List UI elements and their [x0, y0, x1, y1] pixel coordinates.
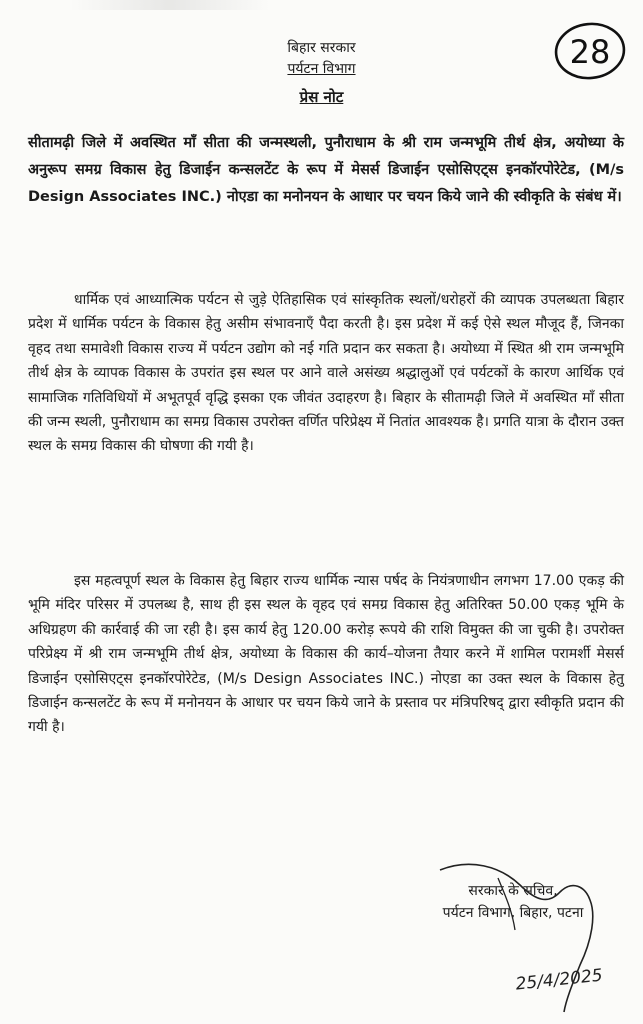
signatory-designation: सरकार के सचिव,	[468, 883, 558, 899]
page-number-text: 28	[569, 33, 611, 71]
press-note-title: प्रेस नोट	[299, 88, 344, 106]
paragraph-2: इस महत्वपूर्ण स्थल के विकास हेतु बिहार राज्य धार्मिक न्यास पर्षद के नियंत्रणाधीन लगभग 17.00 एकड़ की भूमि मंदिर परिसर में उपलब्ध है, साथ ही इस स्थल के वृहद एवं समग्र विकास हेतु अतिरिक्त 50.00 एकड़ भूमि के अधिग्रहण की कार्रवाई की जा रही है। इस कार्य हेतु 120.00 करोड़ रूपये की राशि विमुक्त की जा चुकी है। उपरोक्त परिप्रेक्ष्य में श्री राम जन्मभूमि तीर्थ क्षेत्र, अयोध्या के विकास की कार्य–योजना तैयार करने में शामिल परामर्शी मेसर्स डिजाईन एसोसिएट्स इनकॉरपोरेटेड, (M/s Design Associates INC.) नोएडा का उक्त स्थल के विकास हेतु डिजाईन कन्सलटेंट के रूप में मनोनयन के आधार पर चयन किये जाने के प्रस्ताव पर मंत्रिपरिषद् द्वारा स्वीकृति प्रदान की गयी है।	[28, 573, 624, 736]
signatory-office: पर्यटन विभाग, बिहार, पटना	[442, 905, 584, 921]
government-title: बिहार सरकार	[287, 40, 356, 56]
subject-text: सीतामढ़ी जिले में अवस्थित माँ सीता की जन्मस्थली, पुनौराधाम के श्री राम जन्मभूमि तीर्थ क्षेत्र, अयोध्या के अनुरूप समग्र विकास हेतु डिजाईन कन्सलटेंट के रूप में मेसर्स डिजाईन एसोसिएट्स इनकॉरपोरेटेड, (M/s Design Associates INC.) नोएडा का मनोनयन के आधार पर चयन किये जाने की स्वीकृति के संबंध में।	[28, 135, 624, 205]
scan-artifact	[70, 0, 270, 10]
page-number-mark	[553, 20, 627, 82]
handwritten-date: 25/4/2025	[514, 965, 604, 995]
signature-block	[398, 880, 628, 924]
department-title: पर्यटन विभाग	[287, 61, 356, 77]
paragraph-1: धार्मिक एवं आध्यात्मिक पर्यटन से जुड़े ऐतिहासिक एवं सांस्कृतिक स्थलों/धरोहरों की व्यापक उपलब्धता बिहार प्रदेश में धार्मिक पर्यटन के विकास हेतु असीम संभावनाएँ पैदा करती है। इस प्रदेश में कई ऐसे स्थल मौजूद हैं, जिनका वृहद तथा समावेशी विकास राज्य में पर्यटन उद्योग को नई गति प्रदान कर सकता है। अयोध्या में स्थित श्री राम जन्मभूमि तीर्थ क्षेत्र के व्यापक विकास के उपरांत इस स्थल पर आने वाले असंख्य श्रद्धालुओं एवं पर्यटकों के कारण आर्थिक एवं सामाजिक गतिविधियों में अभूतपूर्व वृद्धि इसका एक जीवंत उदाहरण है। बिहार के सीतामढ़ी जिले में अवस्थित माँ सीता की जन्म स्थली, पुनौराधाम का समग्र विकास उपरोक्त वर्णित परिप्रेक्ष्य में नितांत आवश्यक है। प्रगति यात्रा के दौरान उक्त स्थल के समग्र विकास की घोषणा की गयी है।	[28, 292, 624, 455]
document-header	[0, 38, 643, 110]
